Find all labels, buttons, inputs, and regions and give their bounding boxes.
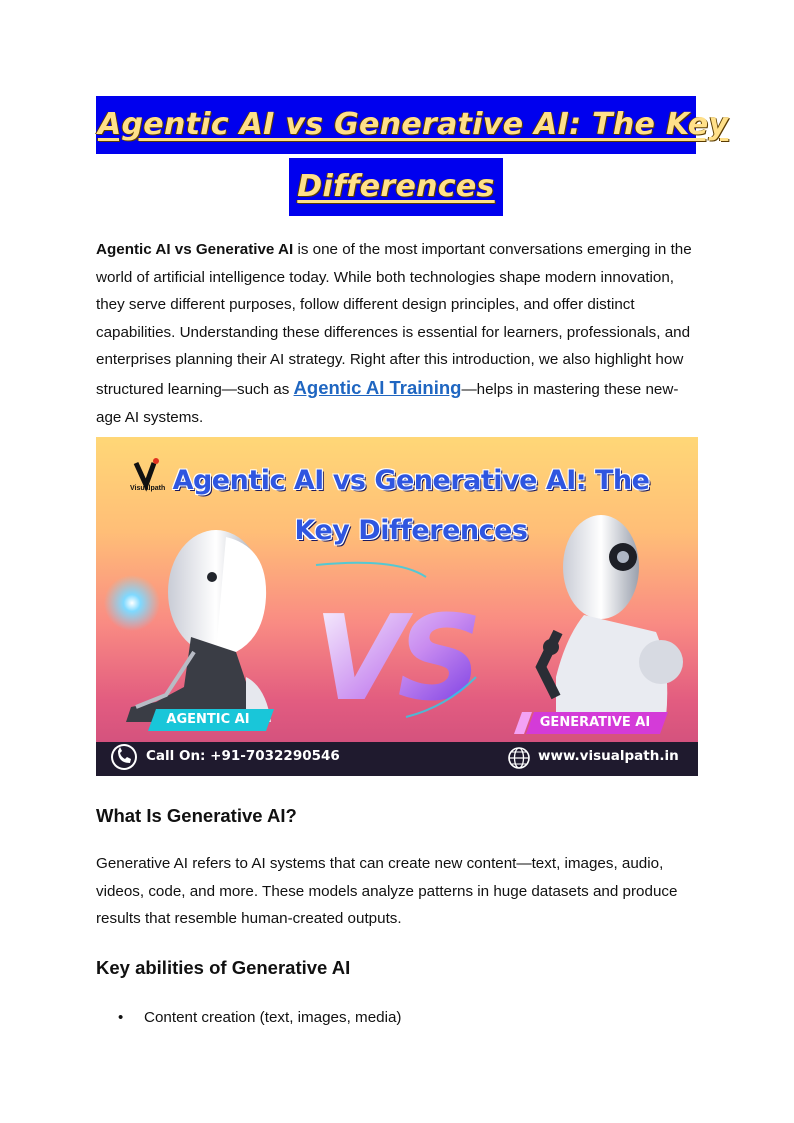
bullet-text: Content creation (text, images, media)	[144, 1009, 402, 1026]
banner-title-line-1: Agentic AI vs Generative AI: The	[172, 465, 650, 496]
intro-text: is one of the most important conversations emerging in the world of artificial intelligence today. While both technologies shape modern innovation, they serve different purposes, follow different design principles, and offer distinct capabilities. Understanding these differences is essential for learners, professionals, and enterprises planning their AI strategy. Right after this introduction, we also highlight how structured learning—such as	[96, 241, 692, 398]
intro-bold-lead: Agentic AI vs Generative AI	[96, 241, 294, 258]
generative-ai-tag: GENERATIVE AI	[539, 715, 651, 730]
document-title	[96, 96, 729, 216]
generative-ai-definition: Generative AI refers to AI systems that can create new content—text, images, audio, videos, code, and more. These models analyze patterns in huge datasets and produce results that resemble human-created outputs.	[96, 855, 678, 928]
agentic-ai-training-link[interactable]: Agentic AI Training	[293, 376, 462, 398]
logo-name: Visualpath	[130, 485, 166, 492]
agentic-ai-tag: AGENTIC AI	[166, 712, 250, 727]
intro-text-end: —helps in mastering these new-age AI systems.	[96, 380, 679, 426]
intro-paragraph	[96, 236, 701, 431]
vs-graphic	[314, 563, 476, 727]
bullet-dot-icon: •	[118, 1009, 124, 1026]
vs-text: VS	[314, 589, 475, 727]
phone-label: Call On: +91-7032290546	[146, 748, 340, 764]
heading-key-abilities: Key abilities of Generative AI	[96, 957, 351, 978]
phone-icon	[111, 744, 137, 770]
banner-image	[96, 437, 698, 776]
glow-orb-icon	[104, 575, 160, 631]
title-line-2: Differences	[289, 158, 502, 216]
website-label: www.visualpath.in	[538, 748, 679, 764]
title-line-1: Agentic AI vs Generative AI: The Key	[96, 96, 696, 154]
heading-what-is-generative-ai: What Is Generative AI?	[96, 805, 297, 826]
banner-title-line-2: Key Differences	[294, 515, 528, 546]
